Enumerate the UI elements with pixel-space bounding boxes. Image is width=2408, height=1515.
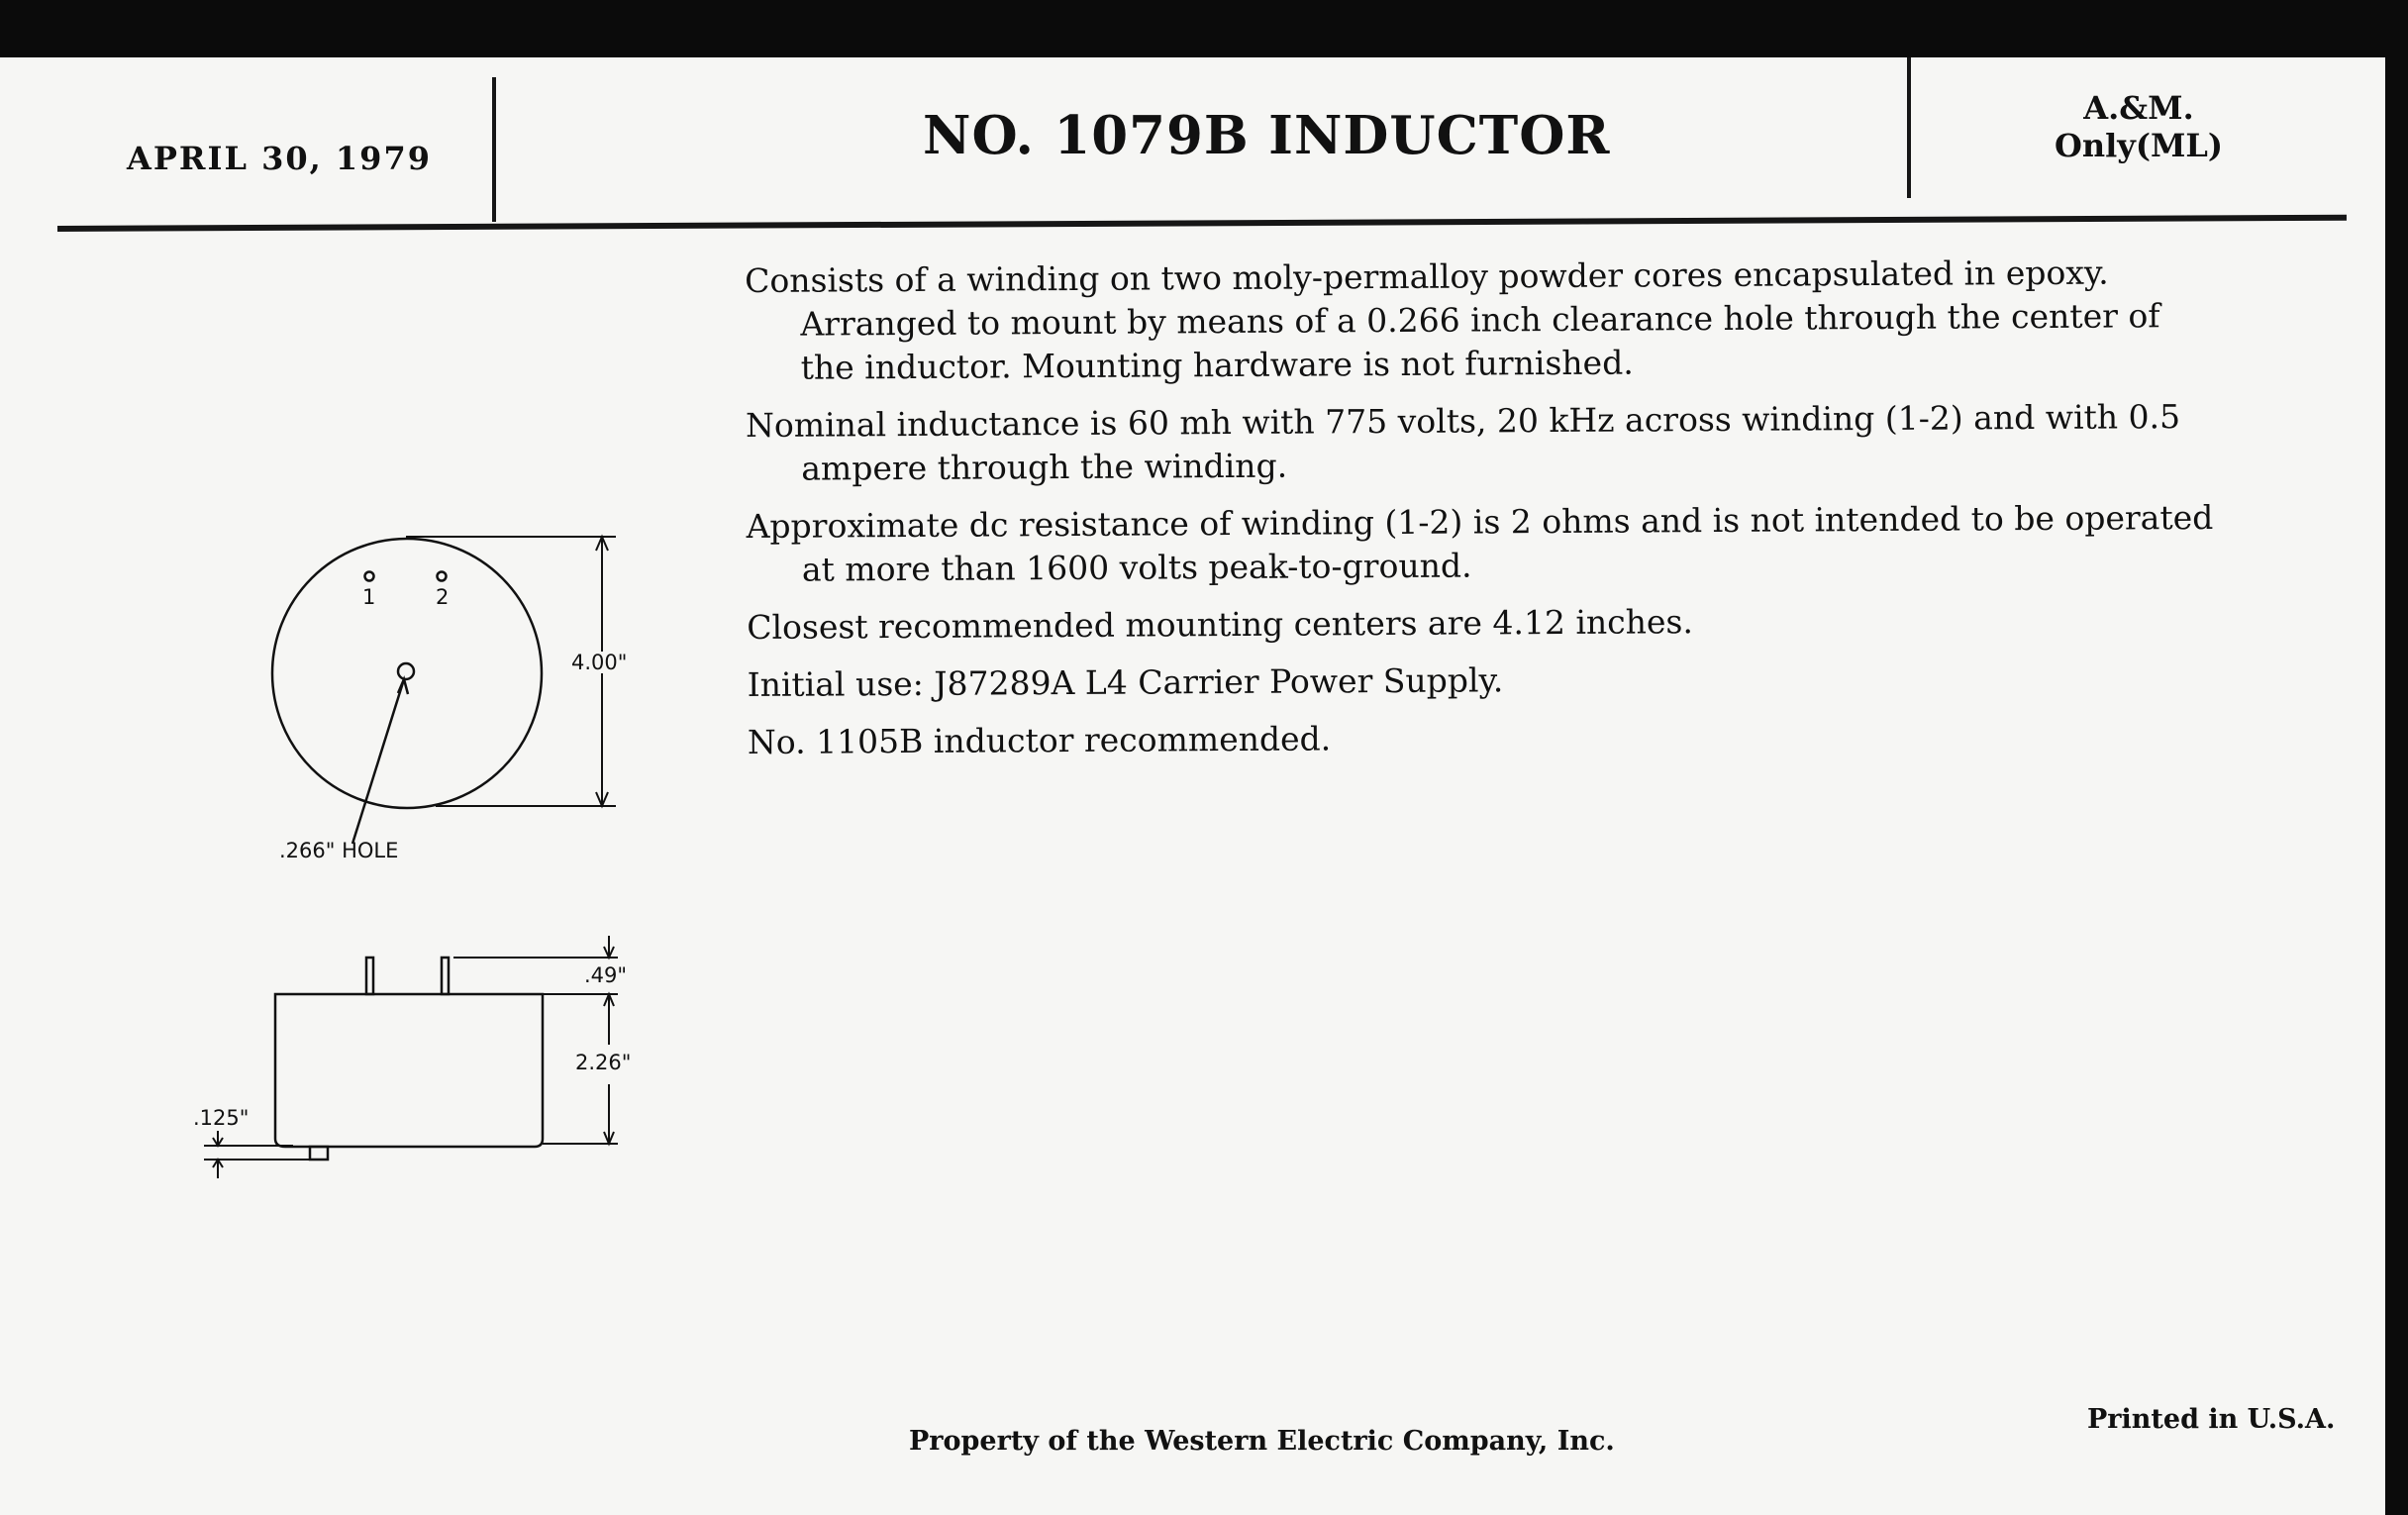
base-offset-label: .125" [193,1106,250,1130]
description-paragraph: Initial use: J87289A L4 Carrier Power Supply. [747,660,1504,704]
terminal-2-pin [442,958,449,994]
description-paragraph: Closest recommended mounting centers are 4.12 inches. [747,602,1694,647]
hole-label: .266" HOLE [279,839,399,862]
scope-line-2: Only(ML) [2054,127,2224,164]
property-notice: Property of the Western Electric Company, Inc. [909,1426,1615,1457]
terminal-height-label: .49" [584,963,628,987]
body-height-label: 2.26" [575,1051,632,1074]
description-paragraph: Approximate dc resistance of winding (1-2) is 2 ohms and is not intended to be operated at more than 1600 volts peak-to-ground. [746,497,2214,589]
description-paragraph: No. 1105B inductor recommended. [747,719,1332,761]
top-view-outline [272,539,542,808]
hole-leader [352,679,404,844]
terminal-2-mark [438,572,447,581]
terminal-2-label: 2 [436,585,450,609]
hole-leader-arrow [398,679,408,694]
base-step [310,1147,328,1160]
description-paragraph: Consists of a winding on two moly-permalloy powder cores encapsulated in epoxy. Arranged to mount by means of a 0.266 inch clearance hole through the center of the inductor. Mounting hardware is not furnished. [745,252,2160,387]
page-title: NO. 1079B INDUCTOR [923,105,1611,166]
terminal-1-label: 1 [362,585,376,609]
issue-date: APRIL 30, 1979 [127,140,432,177]
terminal-1-pin [366,958,373,994]
diameter-label: 4.00" [571,651,628,674]
mounting-hole [398,663,414,679]
terminal-1-mark [365,572,374,581]
side-view-body [275,994,543,1147]
description-paragraph: Nominal inductance is 60 mh with 775 volts, 20 kHz across winding (1-2) and with 0.5 ampere through the winding. [745,397,2181,488]
scope-line-1: A.&M. [2083,89,2194,127]
printed-notice: Printed in U.S.A. [2087,1404,2336,1435]
